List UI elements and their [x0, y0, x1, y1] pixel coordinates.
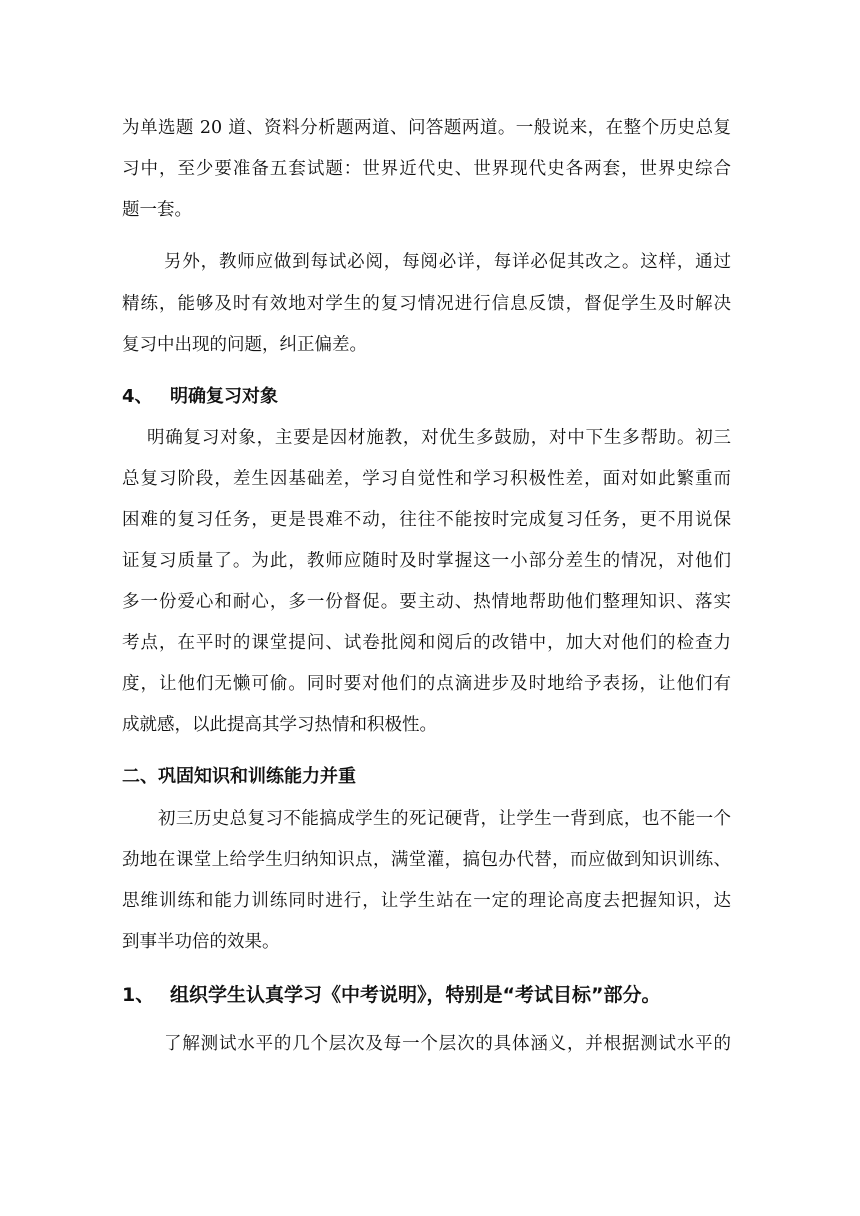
section-heading — [122, 983, 660, 1007]
heading-number: 4、 — [122, 386, 153, 407]
paragraph-line: 多一份爱心和耐心，多一份督促。要主动、热情地帮助他们整理知识、落实 — [122, 592, 731, 612]
paragraph-line: 为单选题 20 道、资料分析题两道、问答题两道。一般说来，在整个历史总复 — [122, 118, 731, 138]
paragraph-line: 证复习质量了。为此，教师应随时及时掌握这一小部分差生的情况，对他们 — [122, 551, 731, 571]
paragraph-line: 到事半功倍的效果。 — [122, 932, 280, 952]
paragraph-line: 度，让他们无懒可偷。同时要对他们的点滴进步及时地给予表扬，让他们有 — [122, 674, 731, 694]
paragraph-line: 成就感，以此提高其学习热情和积极性。 — [122, 715, 437, 735]
heading-text: 组织学生认真学习《中考说明》，特别是“考试目标”部分。 — [170, 984, 661, 1006]
paragraph-line: 总复习阶段，差生因基础差，学习自觉性和学习积极性差，面对如此繁重而 — [122, 469, 731, 489]
section-heading: 二、巩固知识和训练能力并重 — [122, 766, 356, 787]
section-heading — [122, 385, 278, 409]
paragraph-line: 另外，教师应做到每试必阅，每阅必详，每详必促其改之。这样，通过 — [164, 252, 731, 272]
paragraph-line: 思维训练和能力训练同时进行，让学生站在一定的理论高度去把握知识，达 — [122, 891, 731, 911]
paragraph-line: 劲地在课堂上给学生归纳知识点，满堂灌，搞包办代替，而应做到知识训练、 — [122, 850, 731, 870]
paragraph-line: 精练，能够及时有效地对学生的复习情况进行信息反馈，督促学生及时解决 — [122, 294, 731, 314]
paragraph-line: 习中，至少要准备五套试题：世界近代史、世界现代史各两套，世界史综合 — [122, 159, 731, 179]
paragraph-line: 题一套。 — [122, 200, 192, 220]
paragraph-line: 困难的复习任务，更是畏难不动，往往不能按时完成复习任务，更不用说保 — [122, 510, 731, 530]
heading-number: 1、 — [122, 984, 155, 1006]
paragraph-line: 复习中出现的问题，纠正偏差。 — [122, 335, 367, 355]
paragraph-line: 明确复习对象，主要是因材施教，对优生多鼓励，对中下生多帮助。初三 — [147, 428, 731, 448]
paragraph-line: 初三历史总复习不能搞成学生的死记硬背，让学生一背到底，也不能一个 — [158, 809, 731, 829]
paragraph-line: 考点，在平时的课堂提问、试卷批阅和阅后的改错中，加大对他们的检查力 — [122, 633, 731, 653]
paragraph-line: 了解测试水平的几个层次及每一个层次的具体涵义，并根据测试水平的 — [164, 1034, 731, 1054]
heading-text: 明确复习对象 — [170, 386, 278, 407]
